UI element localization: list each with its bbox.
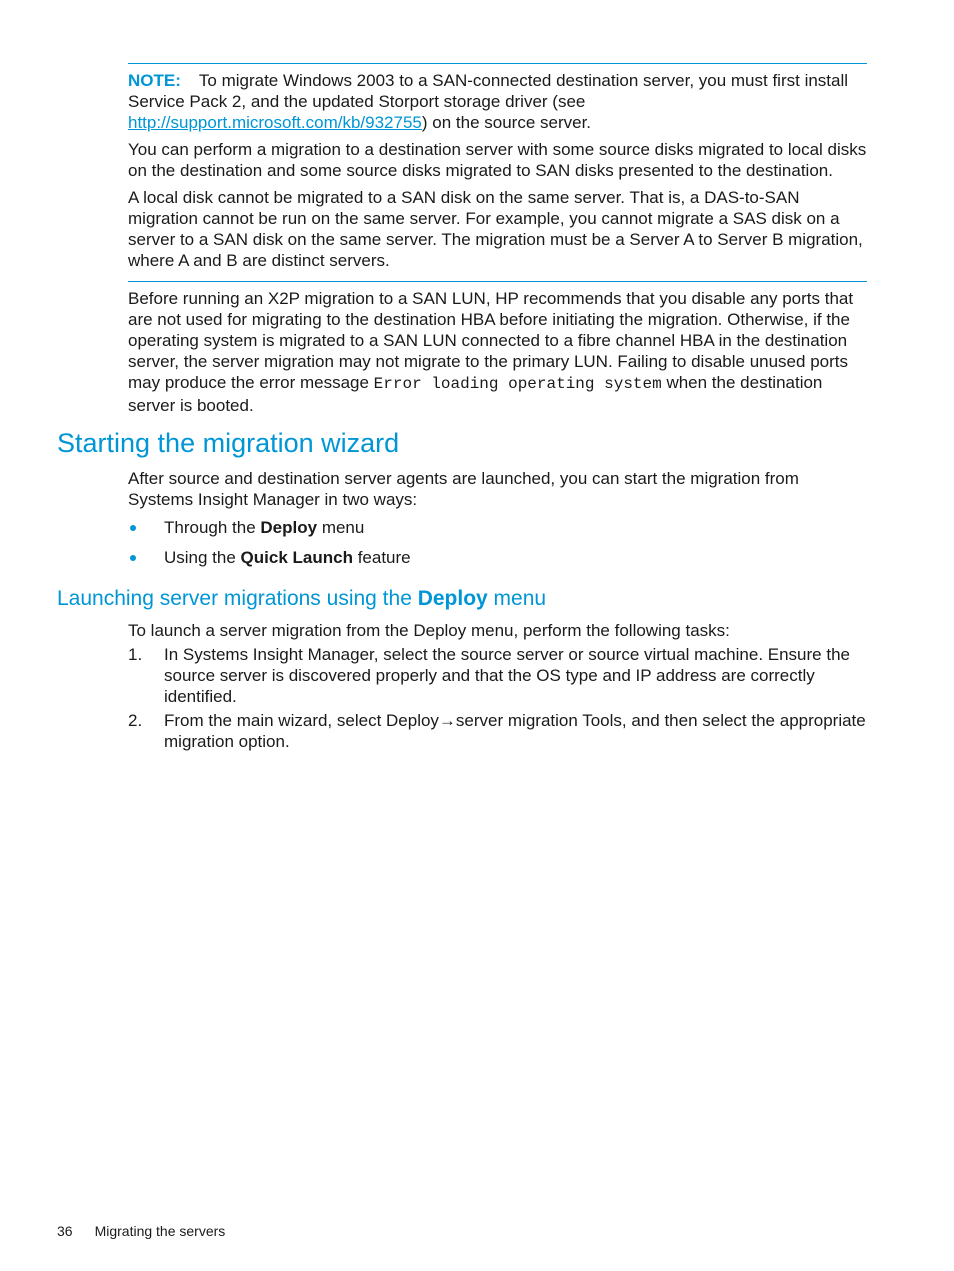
note-paragraph-1 [128, 70, 867, 133]
step-text: In Systems Insight Manager, select the source server or source virtual machine. Ensure the source server is discovered properly and that the OS type and IP address are correctly identified. [164, 645, 850, 706]
note-paragraph-3: A local disk cannot be migrated to a SAN disk on the same server. That is, a DAS-to-SAN migration cannot be run on the same server. For example, you cannot migrate a SAS disk on a server to a SAN disk on the same server. The migration must be a Server A to Server B migration, where A and B are distinct servers. [128, 188, 863, 270]
bullet-text: Through the [164, 518, 261, 537]
steps-list [128, 644, 867, 755]
note-label: NOTE: [128, 71, 181, 90]
bullet-icon [130, 555, 136, 561]
page-number: 36 [57, 1223, 73, 1239]
title-text-end: menu [487, 587, 547, 610]
san-paragraph [128, 288, 867, 416]
bullet-text-end: menu [317, 518, 365, 537]
bullet-bold: Quick Launch [240, 548, 353, 567]
step-text: From the main wizard, select Deploy→server migration Tools, and then select the appropriate migration option. [164, 711, 866, 751]
section-title-launching-deploy [57, 586, 546, 612]
bullet-list [128, 517, 867, 577]
chapter-title: Migrating the servers [94, 1223, 226, 1239]
note-paragraph-2: You can perform a migration to a destination server with some source disks migrated to local disks on the destination and some source disks migrated to SAN disks presented to the destination. [128, 140, 867, 180]
section2-intro: To launch a server migration from the Deploy menu, perform the following tasks: [128, 621, 730, 640]
note-text-1: To migrate Windows 2003 to a SAN-connected destination server, you must first install Service Pack 2, and the updated Storport storage driver (see [128, 71, 849, 111]
list-item [128, 517, 867, 547]
list-item [128, 644, 867, 707]
bullet-icon [130, 525, 136, 531]
page-footer [57, 1222, 225, 1240]
list-item [128, 710, 867, 752]
note-box [128, 63, 867, 282]
error-message-code: Error loading operating system [373, 375, 662, 393]
title-text: Launching server migrations using the [57, 587, 418, 610]
bullet-text-end: feature [352, 548, 411, 567]
support-link[interactable]: http://support.microsoft.com/kb/932755 [128, 113, 422, 132]
list-item [128, 547, 867, 577]
bullet-bold: Deploy [260, 518, 318, 537]
section-title-starting-wizard: Starting the migration wizard [57, 428, 400, 458]
bullet-text: Using the [164, 548, 241, 567]
san-text: Before running an X2P migration to a SAN LUN, HP recommends that you disable any ports that are not used for migrating to the destination HBA before initiating the migration. Otherwise, if the operating system is migrated to a SAN LUN connected to a fibre channel HBA in the destination server, the server migration may not migrate to the primary LUN. Failing to disable unused ports may produce the error message [128, 289, 854, 392]
section1-intro: After source and destination server agents are launched, you can start the migration from Systems Insight Manager in two ways: [128, 469, 799, 509]
title-bold: Deploy [417, 587, 488, 610]
san-text-end: when the destination server is booted. [128, 373, 823, 415]
step-number: 1. [128, 645, 143, 664]
note-text-1-end: ) on the source server. [421, 113, 592, 132]
step-number: 2. [128, 711, 143, 730]
